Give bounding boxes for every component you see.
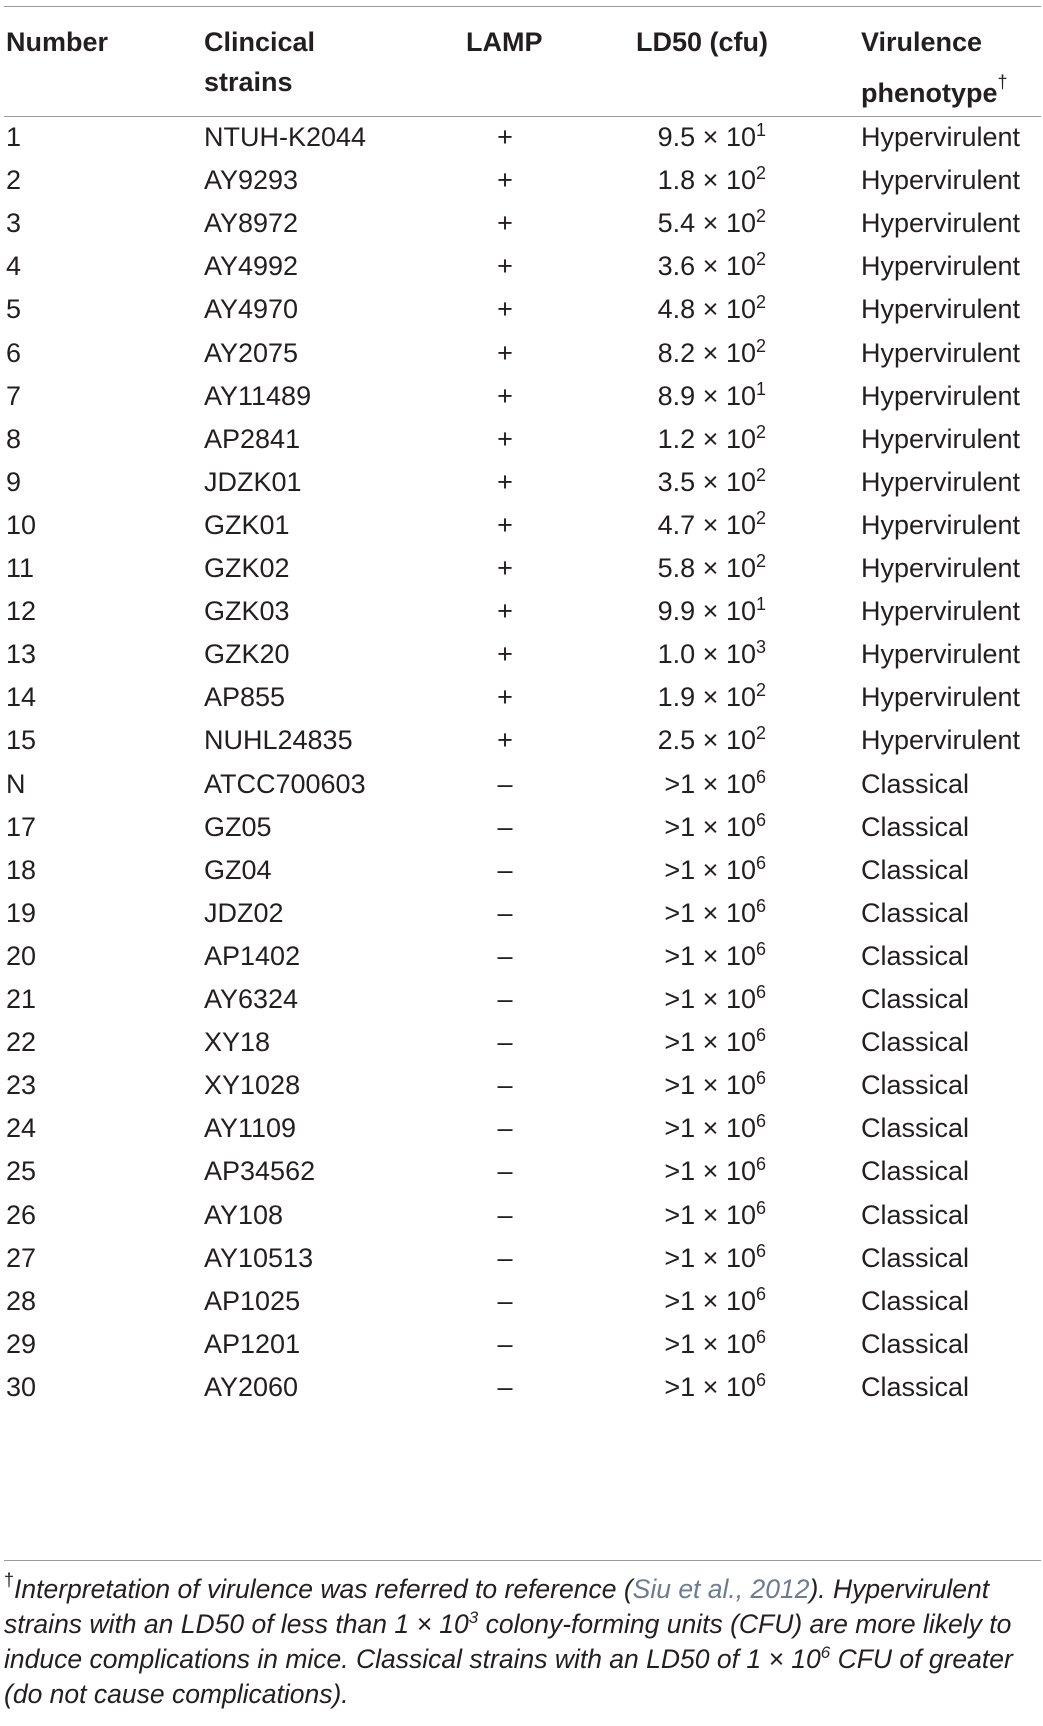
cell-phenotype: Hypervirulent [861, 122, 1021, 152]
cell-lamp: – [497, 1285, 513, 1316]
table-row [0, 976, 1043, 1024]
ld50-base: 8.2 × 10 [657, 337, 756, 368]
cell-number: 24 [6, 1113, 37, 1144]
cell-number: 15 [6, 725, 37, 756]
ld50-base: >1 × 10 [664, 1242, 756, 1273]
footnote-exponent-2: 6 [820, 1643, 831, 1662]
cell-number: 9 [6, 466, 22, 497]
cell-lamp: + [497, 509, 513, 540]
cell-lamp: + [497, 208, 513, 239]
ld50-base: >1 × 10 [664, 1328, 756, 1359]
cell-strain: GZK20 [204, 639, 290, 670]
cell-phenotype: Classical [861, 1113, 970, 1144]
cell-phenotype: Classical [861, 1371, 970, 1402]
cell-ld50 [640, 1148, 766, 1196]
table-row [0, 847, 1043, 895]
cell-ld50 [640, 717, 766, 765]
ld50-base: 2.5 × 10 [657, 725, 756, 756]
ld50-base: >1 × 10 [664, 768, 756, 799]
cell-lamp: – [497, 940, 513, 971]
cell-strain: AY108 [204, 1199, 284, 1230]
cell-strain: GZK03 [204, 596, 290, 627]
ld50-exponent: 2 [755, 723, 766, 744]
cell-ld50 [640, 1235, 766, 1283]
cell-ld50 [640, 588, 766, 636]
cell-number: 10 [6, 509, 37, 540]
cell-lamp: + [497, 337, 513, 368]
cell-strain: AY6324 [204, 984, 299, 1014]
cell-strain: AY8972 [204, 208, 299, 239]
cell-lamp: + [497, 165, 513, 196]
table-row [0, 1105, 1043, 1153]
table-row [0, 545, 1043, 593]
table-row [0, 588, 1043, 636]
ld50-exponent: 6 [755, 938, 766, 959]
ld50-exponent: 6 [755, 852, 766, 873]
ld50-base: >1 × 10 [664, 1156, 756, 1187]
header-ld50: LD50 (cfu) [636, 27, 769, 57]
ld50-base: >1 × 10 [664, 984, 756, 1014]
ld50-base: >1 × 10 [664, 1285, 756, 1316]
footnote-text-4: CFU of greater (do not cause complications). [4, 1644, 1013, 1709]
cell-ld50 [640, 933, 766, 981]
cell-lamp: + [497, 553, 513, 583]
cell-ld50 [640, 1105, 766, 1153]
ld50-base: >1 × 10 [664, 1371, 756, 1402]
ld50-base: >1 × 10 [664, 897, 756, 928]
cell-strain: AY2060 [204, 1371, 299, 1402]
table-row [0, 502, 1043, 550]
ld50-base: 3.6 × 10 [657, 251, 756, 282]
footnote-text-1: Interpretation of virulence was referred to reference ( [14, 1574, 633, 1604]
cell-lamp: – [497, 854, 513, 885]
cell-number: 14 [6, 682, 37, 713]
cell-phenotype: Classical [861, 940, 970, 971]
table-row [0, 761, 1043, 809]
cell-number: N [6, 768, 26, 799]
ld50-exponent: 6 [755, 809, 766, 830]
footnote-text-3: colony-forming units (CFU) are more likely to induce complications in mice. Classical strains with an LD50 of 1 × 10 [4, 1609, 1012, 1674]
ld50-exponent: 6 [755, 1111, 766, 1132]
cell-phenotype: Classical [861, 984, 970, 1014]
cell-phenotype: Classical [861, 854, 970, 885]
cell-ld50 [640, 157, 766, 205]
ld50-base: 8.9 × 10 [657, 380, 756, 411]
cell-lamp: – [497, 1199, 513, 1230]
cell-number: 30 [6, 1371, 37, 1402]
ld50-exponent: 1 [755, 378, 766, 399]
table-row [0, 459, 1043, 507]
header-number: Number [6, 27, 109, 57]
ld50-base: 9.9 × 10 [657, 596, 756, 627]
table-row [0, 890, 1043, 938]
ld50-exponent: 3 [755, 637, 766, 658]
cell-phenotype: Hypervirulent [861, 251, 1021, 282]
cell-ld50 [640, 330, 766, 378]
ld50-exponent: 6 [755, 982, 766, 1002]
table-row [0, 1235, 1043, 1283]
ld50-exponent: 2 [755, 206, 766, 227]
ld50-base: >1 × 10 [664, 1113, 756, 1144]
table-row [0, 804, 1043, 852]
cell-ld50 [640, 286, 766, 334]
ld50-exponent: 2 [755, 507, 766, 528]
cell-lamp: – [497, 984, 513, 1014]
cell-number: 27 [6, 1242, 37, 1273]
ld50-exponent: 1 [755, 120, 766, 140]
cell-number: 22 [6, 1027, 37, 1058]
cell-ld50 [640, 1062, 766, 1110]
cell-number: 25 [6, 1156, 37, 1187]
footnote-dagger: † [4, 1570, 15, 1590]
ld50-base: >1 × 10 [664, 854, 756, 885]
ld50-base: 1.0 × 10 [657, 639, 756, 670]
cell-strain: AY9293 [204, 165, 299, 196]
cell-ld50 [640, 200, 766, 248]
cell-lamp: – [497, 811, 513, 842]
ld50-base: >1 × 10 [664, 940, 756, 971]
cell-lamp: – [497, 1328, 513, 1359]
cell-ld50 [640, 976, 766, 1024]
cell-number: 2 [6, 165, 22, 196]
cell-strain: GZ04 [204, 854, 272, 885]
cell-strain: GZK01 [204, 509, 290, 540]
cell-strain: XY1028 [204, 1070, 301, 1101]
ld50-exponent: 2 [755, 551, 766, 571]
cell-phenotype: Hypervirulent [861, 337, 1021, 368]
cell-lamp: – [497, 768, 513, 799]
cell-number: 5 [6, 294, 22, 325]
ld50-exponent: 2 [755, 249, 766, 270]
cell-ld50 [640, 243, 766, 291]
cell-lamp: – [497, 1070, 513, 1101]
ld50-base: 9.5 × 10 [657, 122, 756, 152]
table-row [0, 416, 1043, 464]
cell-strain: AP1201 [204, 1328, 301, 1359]
cell-phenotype: Hypervirulent [861, 165, 1021, 196]
table-row [0, 330, 1043, 378]
ld50-base: >1 × 10 [664, 811, 756, 842]
ld50-exponent: 6 [755, 1283, 766, 1304]
cell-strain: AY1109 [204, 1113, 297, 1144]
cell-lamp: + [497, 466, 513, 497]
cell-number: 1 [6, 122, 22, 152]
cell-phenotype: Classical [861, 1242, 970, 1273]
ld50-exponent: 6 [755, 1197, 766, 1218]
table-row [0, 1062, 1043, 1110]
cell-ld50 [640, 847, 766, 895]
ld50-exponent: 2 [755, 163, 766, 184]
cell-lamp: – [497, 1113, 513, 1144]
cell-ld50 [640, 631, 766, 679]
cell-ld50 [640, 416, 766, 464]
ld50-exponent: 2 [755, 464, 766, 485]
cell-lamp: – [497, 1027, 513, 1058]
cell-number: 28 [6, 1285, 37, 1316]
cell-lamp: + [497, 682, 513, 713]
cell-ld50 [640, 545, 766, 593]
cell-lamp: – [497, 897, 513, 928]
table-row [0, 157, 1043, 205]
cell-ld50 [640, 1192, 766, 1240]
cell-number: 17 [6, 811, 37, 842]
cell-ld50 [640, 1278, 766, 1326]
ld50-base: 5.4 × 10 [657, 208, 756, 239]
cell-number: 7 [6, 380, 22, 411]
cell-phenotype: Hypervirulent [861, 509, 1021, 540]
table-row [0, 1364, 1043, 1412]
cell-number: 21 [6, 984, 37, 1014]
ld50-base: 1.9 × 10 [657, 682, 756, 713]
cell-strain: AP1402 [204, 940, 301, 971]
cell-phenotype: Hypervirulent [861, 553, 1021, 583]
cell-phenotype: Classical [861, 811, 970, 842]
cell-lamp: + [497, 725, 513, 756]
cell-phenotype: Classical [861, 1199, 970, 1230]
cell-number: 13 [6, 639, 37, 670]
cell-lamp: + [497, 122, 513, 152]
cell-strain: NTUH-K2044 [204, 122, 367, 152]
cell-lamp: – [497, 1371, 513, 1402]
ld50-exponent: 6 [755, 1025, 766, 1046]
cell-phenotype: Hypervirulent [861, 294, 1021, 325]
cell-phenotype: Classical [861, 768, 970, 799]
cell-lamp: + [497, 596, 513, 627]
table-footnote [4, 1572, 1039, 1712]
cell-phenotype: Hypervirulent [861, 725, 1021, 756]
ld50-base: >1 × 10 [664, 1027, 756, 1058]
table-row [0, 373, 1043, 421]
table-bottom-rule [4, 1560, 1041, 1561]
ld50-exponent: 6 [755, 1154, 766, 1175]
ld50-base: >1 × 10 [664, 1070, 756, 1101]
cell-lamp: + [497, 423, 513, 454]
cell-strain: AY11489 [204, 380, 312, 411]
table-row [0, 717, 1043, 765]
footnote-text-2: ). Hypervirulent strains with an LD50 of less than 1 × 10 [4, 1574, 990, 1639]
cell-phenotype: Classical [861, 897, 970, 928]
ld50-exponent: 2 [755, 292, 766, 313]
cell-strain: AY2075 [204, 337, 299, 368]
cell-phenotype: Hypervirulent [861, 208, 1021, 239]
cell-phenotype: Hypervirulent [861, 466, 1021, 497]
ld50-exponent: 2 [755, 680, 766, 701]
ld50-exponent: 6 [755, 1240, 766, 1261]
header-lamp: LAMP [466, 27, 543, 57]
cell-phenotype: Hypervirulent [861, 682, 1021, 713]
ld50-base: >1 × 10 [664, 1199, 756, 1230]
ld50-exponent: 2 [755, 335, 766, 356]
ld50-base: 1.2 × 10 [657, 423, 756, 454]
cell-phenotype: Hypervirulent [861, 639, 1021, 670]
ld50-exponent: 6 [755, 1369, 766, 1390]
cell-ld50 [640, 502, 766, 550]
cell-phenotype: Classical [861, 1027, 970, 1058]
ld50-exponent: 2 [755, 421, 766, 442]
table-row [0, 1192, 1043, 1240]
table-row [0, 1019, 1043, 1067]
cell-strain: GZ05 [204, 811, 272, 842]
cell-number: 11 [6, 553, 35, 583]
cell-strain: JDZ02 [204, 897, 284, 928]
ld50-exponent: 6 [755, 1068, 766, 1089]
table-row [0, 286, 1043, 334]
cell-ld50 [640, 373, 766, 421]
cell-strain: AP2841 [204, 423, 301, 454]
cell-phenotype: Classical [861, 1328, 970, 1359]
footnote-reference-link[interactable]: Siu et al., 2012 [632, 1574, 810, 1604]
cell-lamp: – [497, 1156, 513, 1187]
cell-number: 8 [6, 423, 22, 454]
cell-phenotype: Classical [861, 1070, 970, 1101]
table-row [0, 200, 1043, 248]
table-row [0, 114, 1043, 162]
cell-ld50 [640, 1364, 766, 1412]
ld50-base: 4.7 × 10 [657, 509, 756, 540]
cell-strain: ATCC700603 [204, 768, 366, 799]
cell-strain: AY4970 [204, 294, 299, 325]
cell-ld50 [640, 1321, 766, 1369]
cell-phenotype: Hypervirulent [861, 380, 1021, 411]
dagger-mark: † [997, 72, 1008, 92]
table-row [0, 933, 1043, 981]
table-row [0, 1321, 1043, 1369]
cell-strain: AP34562 [204, 1156, 316, 1187]
cell-ld50 [640, 674, 766, 722]
cell-phenotype: Hypervirulent [861, 423, 1021, 454]
cell-lamp: + [497, 639, 513, 670]
cell-ld50 [640, 890, 766, 938]
cell-ld50 [640, 1019, 766, 1067]
cell-number: 19 [6, 897, 37, 928]
footnote-exponent-1: 3 [468, 1608, 479, 1627]
table-row [0, 1278, 1043, 1326]
cell-phenotype: Classical [861, 1156, 970, 1187]
header-phenotype: Virulence phenotype† [861, 27, 1008, 108]
cell-number: 6 [6, 337, 22, 368]
cell-strain: AP1025 [204, 1285, 301, 1316]
cell-strain: JDZK01 [204, 466, 302, 497]
cell-ld50 [640, 114, 766, 162]
cell-number: 23 [6, 1070, 37, 1101]
cell-lamp: + [497, 380, 513, 411]
table-row [0, 1148, 1043, 1196]
cell-ld50 [640, 804, 766, 852]
cell-ld50 [640, 761, 766, 809]
table-row [0, 631, 1043, 679]
ld50-exponent: 6 [755, 1326, 766, 1347]
cell-number: 3 [6, 208, 22, 239]
cell-strain: AP855 [204, 682, 286, 713]
table-row [0, 674, 1043, 722]
header-strains: Clincical strains [204, 27, 316, 97]
ld50-exponent: 6 [755, 766, 766, 787]
cell-number: 12 [6, 596, 37, 627]
table-top-rule [4, 6, 1041, 7]
cell-number: 4 [6, 251, 22, 282]
cell-strain: AY10513 [204, 1242, 314, 1273]
table-row [0, 243, 1043, 291]
ld50-base: 1.8 × 10 [657, 165, 756, 196]
cell-lamp: – [497, 1242, 513, 1273]
cell-strain: NUHL24835 [204, 725, 353, 756]
ld50-exponent: 1 [755, 594, 766, 615]
cell-number: 18 [6, 854, 37, 885]
ld50-base: 5.8 × 10 [657, 553, 756, 583]
cell-strain: AY4992 [204, 251, 299, 282]
ld50-exponent: 6 [755, 895, 766, 916]
ld50-base: 3.5 × 10 [657, 466, 756, 497]
cell-phenotype: Hypervirulent [861, 596, 1021, 627]
cell-strain: XY18 [204, 1027, 271, 1058]
cell-number: 20 [6, 940, 37, 971]
cell-lamp: + [497, 294, 513, 325]
cell-lamp: + [497, 251, 513, 282]
cell-number: 29 [6, 1328, 37, 1359]
ld50-base: 4.8 × 10 [657, 294, 756, 325]
cell-strain: GZK02 [204, 553, 290, 583]
cell-number: 26 [6, 1199, 37, 1230]
cell-phenotype: Classical [861, 1285, 970, 1316]
cell-ld50 [640, 459, 766, 507]
